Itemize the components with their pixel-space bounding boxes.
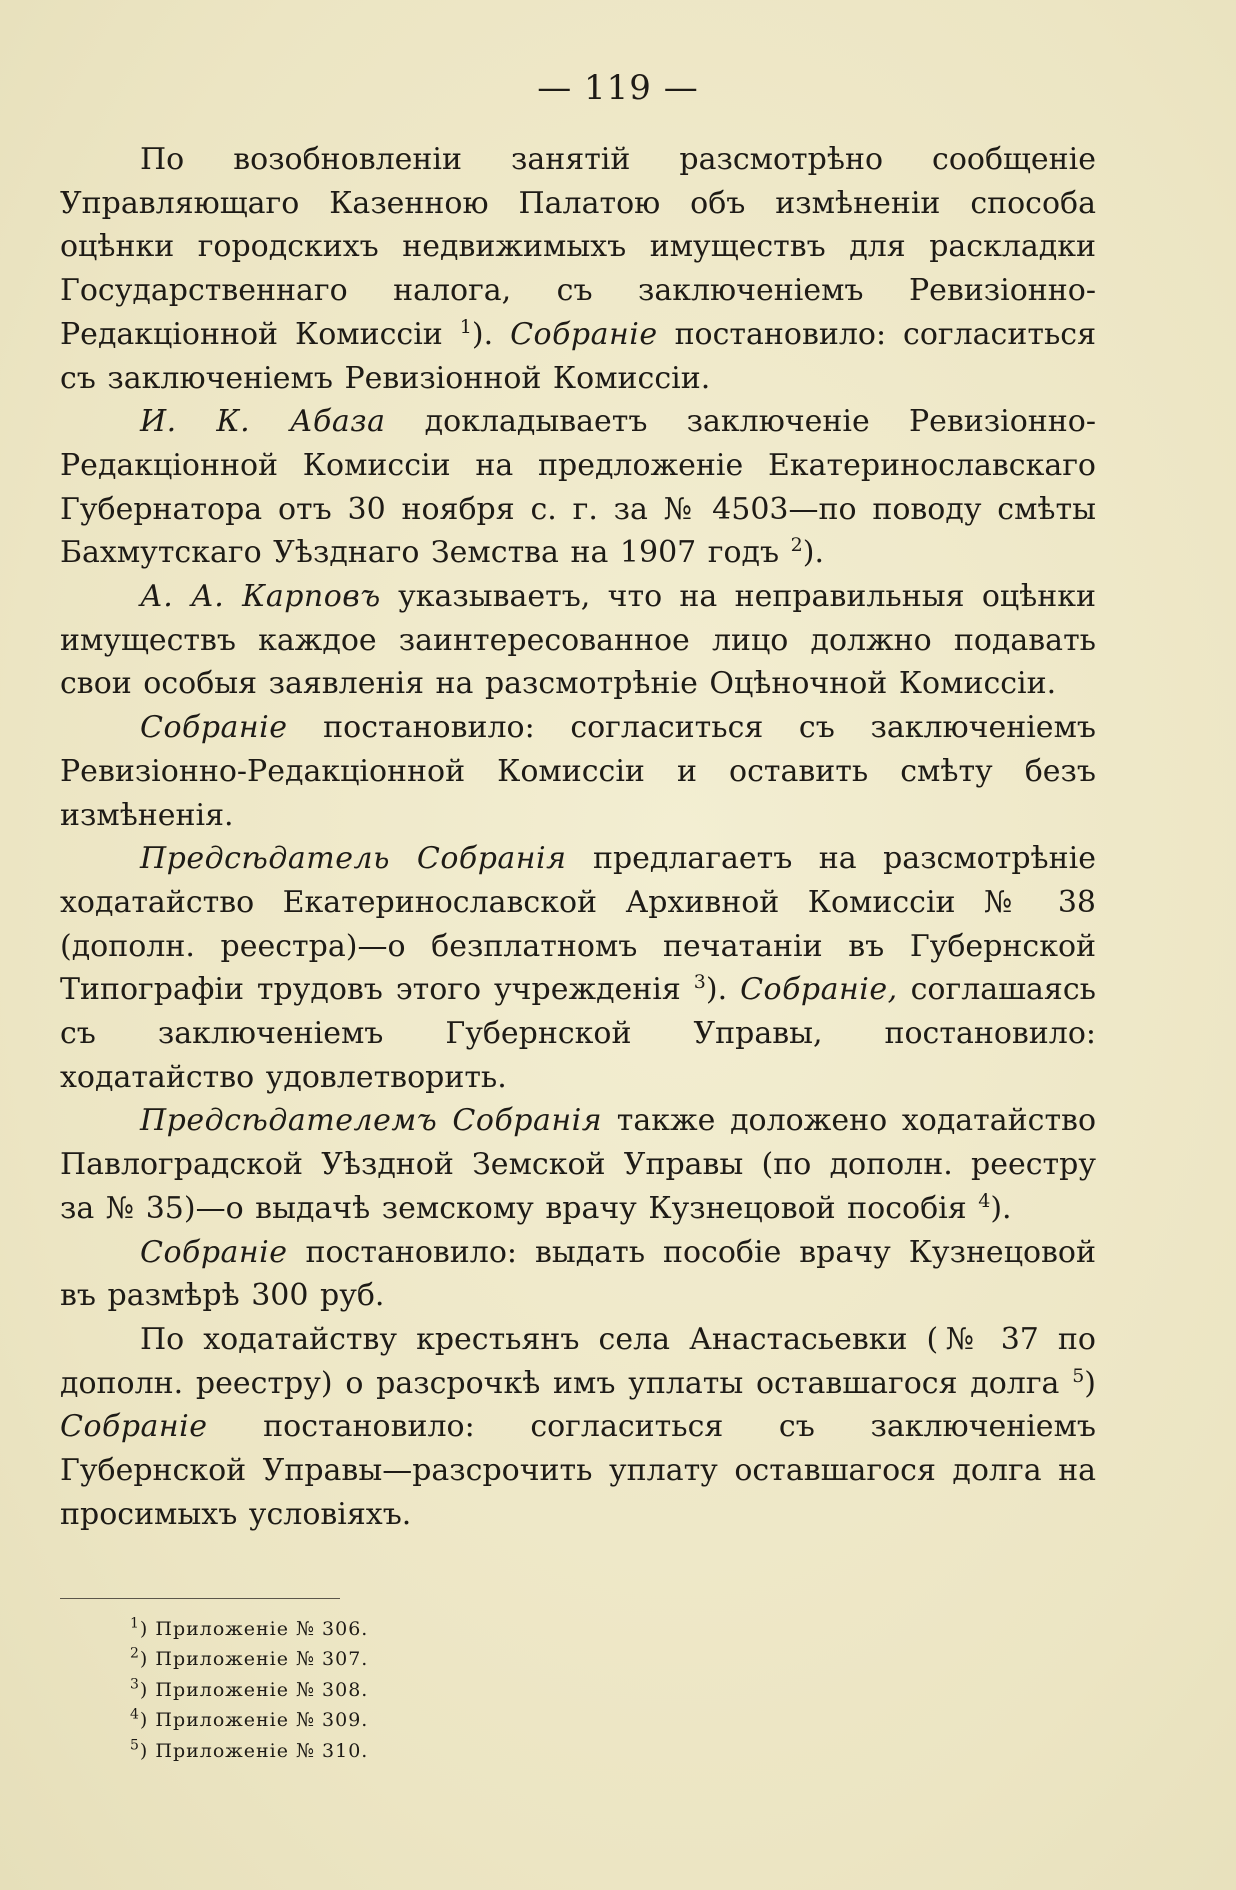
paragraph-4: [60, 706, 1096, 837]
footnote-divider: [60, 1598, 340, 1599]
italic-text: Собраніе: [140, 710, 288, 746]
text-run: .: [483, 316, 511, 352]
text-run: соглашаясь съ заключеніемъ Губернской Управы, постановило: ходатайство удовлетворить.: [60, 972, 1096, 1095]
footnote-5: $^5$) Приложеніе № 310.: [130, 1737, 369, 1762]
speaker-name: Предсѣдатель Собранія: [140, 841, 567, 877]
footnote-text: Приложеніе № 310.: [155, 1739, 369, 1762]
footnotes: [130, 1614, 368, 1766]
paragraph-7: [60, 1231, 1096, 1318]
footnote-text: Приложеніе № 309.: [155, 1709, 369, 1732]
footnote-mark: 5: [130, 1737, 140, 1754]
text-run: постановило: согласиться съ заключеніемъ Ревизіонной Комиссіи.: [60, 316, 1097, 396]
italic-text: Собраніе: [140, 1234, 288, 1270]
paragraph-8: По ходатайству крестьянъ села Анастасьевки (№ 37 по дополн. реестру) о разсрочкѣ имъ уплаты оставшагося долга $^5$) Собраніе постановило: согласиться съ заключеніемъ Губернской Управы—разсрочить уплату оставшагося долга на просимыхъ условіяхъ.: [60, 1321, 1096, 1532]
page-number: — 119 —: [537, 68, 699, 108]
paragraph-6: Предсѣдателемъ Собранія также доложено ходатайство Павлоградской Уѣздной Земской Управы (по дополн. реестру за № 35)—о выдачѣ земскому врачу Кузнецовой пособія $^4$).: [60, 1103, 1096, 1226]
footnote-mark: 3: [130, 1676, 140, 1693]
text-run: указываетъ, что на неправильныя оцѣнки имуществъ каждое заинтересованное лицо должно подавать свои особыя заявленія на разсмотрѣніе Оцѣночной Комиссіи.: [60, 579, 1097, 702]
paragraph-2: И. К. Абаза докладываетъ заключеніе Ревизіонно-Редакціонной Комиссіи на предложеніе Екатеринославскаго Губернатора отъ 30 ноября с. г. за № 4503—по поводу смѣты Бахмутскаго Уѣзднаго Земства на 1907 годъ $^2$).: [60, 404, 1096, 571]
text-run: постановило: согласиться съ заключеніемъ Ревизіонно-Редакціонной Комиссіи и оставить смѣту безъ измѣненія.: [60, 710, 1096, 833]
footnote-3: $^3$) Приложеніе № 308.: [130, 1676, 369, 1701]
text-run: постановило: выдать пособіе врачу Кузнецовой въ размѣрѣ 300 руб.: [60, 1234, 1096, 1314]
footnote-mark: 4: [130, 1706, 140, 1723]
footnote-text: Приложеніе № 306.: [155, 1618, 369, 1640]
footnote-mark: 1: [130, 1615, 140, 1632]
text-run: .: [1002, 1190, 1012, 1226]
text-run: предлагаетъ на разсмотрѣніе ходатайство Екатеринославской Архивной Комиссіи № 38 (дополн. реестра)—о безплатномъ печатаніи въ Губернской Типографіи трудовъ этого учрежденія: [60, 841, 1096, 1008]
footnote-4: $^4$) Приложеніе № 309.: [130, 1706, 369, 1732]
speaker-name: А. А. Карповъ: [140, 579, 381, 615]
footnote-ref: 1: [459, 315, 472, 338]
paragraph-1: По возобновленіи занятій разсмотрѣно сообщеніе Управляющаго Казенною Палатою объ измѣненіи способа оцѣнки городскихъ недвижимыхъ имуществъ для раскладки Государственнаго налога, съ заключеніемъ Ревизіонно-Редакціонной Комиссіи $^1$). Собраніе постановило: согласиться съ заключеніемъ Ревизіонной Комиссіи.: [60, 142, 1097, 396]
text-run: докладываетъ заключеніе Ревизіонно-Редакціонной Комиссіи на предложеніе Екатеринославскаго Губернатора отъ 30 ноября с. г. за № 4503—по поводу смѣты Бахмутскаго Уѣзднаго Земства на 1907 годъ: [60, 404, 1096, 571]
footnote-text: Приложеніе № 308.: [155, 1678, 369, 1701]
paragraph-3: [60, 575, 1096, 706]
text-run: .: [814, 535, 825, 571]
text-run: постановило: согласиться съ заключеніемъ Губернской Управы—разсрочить уплату оставшагося долга на просимыхъ условіяхъ.: [60, 1409, 1096, 1532]
footnote-ref: 5: [1072, 1364, 1085, 1387]
speaker-name: Предсѣдателемъ Собранія: [140, 1103, 603, 1139]
footnote-ref: 2: [790, 534, 803, 557]
italic-text: Собраніе: [60, 1409, 208, 1445]
paragraph-5: Предсѣдатель Собранія предлагаетъ на разсмотрѣніе ходатайство Екатеринославской Архивной Комиссіи № 38 (дополн. реестра)—о безплатномъ печатаніи въ Губернской Типографіи трудовъ этого учрежденія $^3$). Собраніе, соглашаясь съ заключеніемъ Губернской Управы, постановило: ходатайство удовлетворить.: [60, 841, 1096, 1095]
footnote-text: Приложеніе № 307.: [155, 1648, 369, 1671]
footnote-2: $^2$) Приложеніе № 307.: [130, 1646, 369, 1671]
footnote-ref: 4: [978, 1189, 991, 1212]
footnote-mark: 2: [130, 1646, 140, 1663]
text-run: По возобновленіи занятій разсмотрѣно сообщеніе Управляющаго Казенною Палатою объ измѣненіи способа оцѣнки городскихъ недвижимыхъ имуществъ для раскладки Государственнаго налога, съ заключеніемъ Ревизіонно-Редакціонной Комиссіи: [60, 142, 1096, 352]
text-run: также доложено ходатайство Павлоградской Уѣздной Земской Управы (по дополн. реестру за № 35)—о выдачѣ земскому врачу Кузнецовой пособія: [60, 1103, 1096, 1226]
main-text: [60, 138, 1096, 1537]
italic-text: Собраніе,: [740, 972, 898, 1008]
speaker-name: И. К. Абаза: [140, 404, 386, 440]
footnote-1: $^1$) Приложеніе № 306.: [130, 1615, 369, 1640]
italic-text: Собраніе: [510, 316, 658, 352]
footnote-ref: 3: [693, 971, 706, 994]
text-run: По ходатайству крестьянъ села Анастасьевки (№ 37 по дополн. реестру) о разсрочкѣ имъ уплаты оставшагося долга: [60, 1321, 1096, 1401]
text-run: .: [717, 972, 741, 1008]
